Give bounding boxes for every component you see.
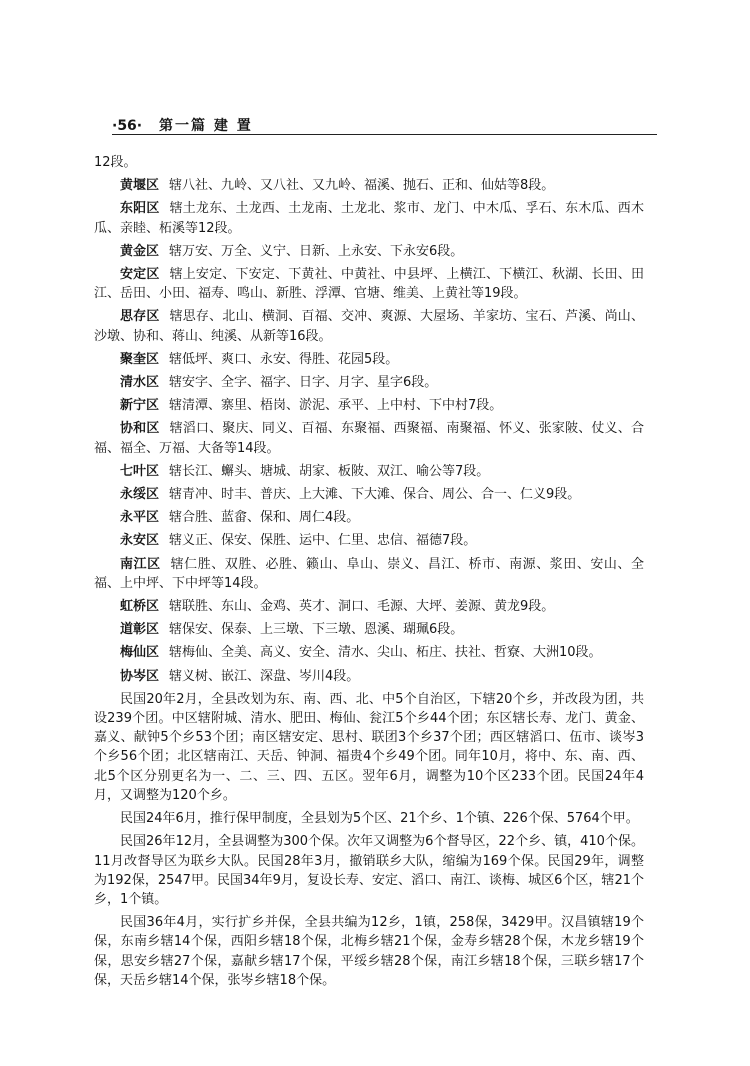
district-description: 辖滔口、聚庆、同义、百福、东聚福、西聚福、南聚福、怀义、张家陂、仗义、合福、福全、万福、大备等14段。 — [94, 421, 644, 456]
district-entry — [94, 531, 644, 550]
district-name: 永绥区 — [120, 487, 160, 503]
page-body — [94, 153, 644, 994]
district-name: 南江区 — [120, 556, 161, 572]
district-description: 辖低坪、爽口、永安、得胜、花园5段。 — [169, 351, 399, 367]
district-description: 辖上安定、下安定、下黄社、中黄社、中县坪、上横江、下横江、秋湖、长田、田江、岳田、小田、福寿、鸣山、新胜、浮潭、官塘、维美、上黄社等19段。 — [94, 267, 644, 302]
district-entry — [94, 643, 644, 662]
district-name: 永平区 — [120, 510, 160, 526]
district-entry — [94, 176, 644, 195]
district-name: 虹桥区 — [120, 599, 160, 615]
district-list — [94, 176, 644, 686]
district-description: 辖梅仙、全美、高义、安全、清水、尖山、柘庄、扶社、哲寮、大洲10段。 — [169, 645, 602, 661]
district-description: 辖清潭、寨里、梧岗、淤泥、承平、上中村、下中村7段。 — [169, 398, 503, 414]
district-entry — [94, 620, 644, 639]
page-header — [112, 117, 660, 139]
district-entry — [94, 508, 644, 527]
district-description: 辖联胜、东山、金鸡、英才、洞口、毛源、大坪、姜源、黄龙9段。 — [169, 599, 555, 615]
district-description: 辖合胜、蓝畲、保和、周仁4段。 — [169, 510, 360, 526]
district-name: 东阳区 — [120, 201, 160, 217]
paragraph-1937: 民国26年12月，全县调整为300个保。次年又调整为6个督导区，22个乡、镇，410个保。11月改督导区为联乡大队。民国28年3月，撤销联乡大队，缩编为169个保。民国29年，调整为192保，2547甲。民国34年9月，复设长寿、安定、滔口、南江、谈梅、城区6个区，辖21个乡，1个镇。 — [94, 834, 644, 907]
district-name: 梅仙区 — [120, 645, 160, 661]
district-description: 辖长江、蠏头、塘城、胡家、板陂、双江、喻公等7段。 — [169, 463, 490, 479]
paragraph-1935: 民国24年6月，推行保甲制度，全县划为5个区、21个乡、1个镇、226个保、5764个甲。 — [120, 811, 639, 827]
district-name: 永安区 — [120, 533, 160, 549]
district-entry — [94, 419, 644, 457]
paragraph-1931: 民国20年2月，全县改划为东、南、西、北、中5个自治区，下辖20个乡，并改段为团，共设239个团。中区辖附城、清水、肥田、梅仙、瓮江5个乡44个团；东区辖长寿、龙门、黄金、嘉义、献钟5个乡53个团；南区辖安定、思村、联团3个乡37个团；西区辖滔口、伍市、谈岑3个乡56个团；北区辖南江、天岳、钟洞、福贵4个乡49个团。同年10月，将中、东、南、西、北5个区分别更名为一、二、三、四、五区。翌年6月，调整为10个区233个团。民国24年4月，又调整为120个乡。 — [94, 691, 644, 803]
district-name: 清水区 — [120, 375, 160, 391]
district-name: 新宁区 — [120, 398, 160, 414]
district-entry — [94, 242, 644, 261]
district-entry — [94, 307, 644, 345]
district-entry — [94, 396, 644, 415]
page-number: ·56· — [112, 118, 143, 134]
district-description: 辖八社、九岭、又八社、又九岭、福溪、抛石、正和、仙姑等8段。 — [169, 178, 555, 194]
district-description: 辖思存、北山、横洞、百福、交冲、爽源、大屋场、羊家坊、宝石、芦溪、尚山、沙墩、协和、蒋山、纯溪、从新等16段。 — [94, 309, 644, 344]
district-entry — [94, 199, 644, 237]
district-description: 辖保安、保泰、上三墩、下三墩、恩溪、瑚珮6段。 — [169, 622, 464, 638]
district-description: 辖仁胜、双胜、必胜、籁山、阜山、崇义、昌江、桥市、南源、浆田、安山、全福、上中坪、下中坪等14段。 — [94, 556, 644, 591]
district-name: 道彰区 — [120, 622, 160, 638]
district-entry — [94, 597, 644, 616]
district-name: 七叶区 — [120, 463, 160, 479]
district-description: 辖义正、保安、保胜、运中、仁里、忠信、福德7段。 — [169, 533, 477, 549]
district-description: 辖万安、万全、义宁、日新、上永安、下永安6段。 — [169, 243, 464, 259]
district-description: 辖义树、嵌江、深盘、岑川4段。 — [169, 668, 360, 684]
district-entry — [94, 350, 644, 369]
district-description: 辖安字、全字、福字、日字、月字、星字6段。 — [169, 375, 438, 391]
paragraph-1947: 民国36年4月，实行扩乡并保，全县共编为12乡，1镇，258保，3429甲。汉昌镇辖19个保，东南乡辖14个保，西阳乡辖18个保，北梅乡辖21个保，金寿乡辖28个保，木龙乡辖19个保，思安乡辖27个保，嘉献乡辖17个保，平绥乡辖28个保，南江乡辖18个保，三联乡辖17个保，天岳乡辖14个保，张岑乡辖18个保。 — [94, 915, 644, 988]
district-entry — [94, 265, 644, 303]
section-title: 第一篇 建 置 — [159, 118, 253, 134]
intro-text: 12段。 — [94, 155, 137, 170]
district-name: 协和区 — [120, 421, 160, 437]
district-description: 辖青冲、时丰、普庆、上大滩、下大滩、保合、周公、合一、仁义9段。 — [169, 487, 581, 503]
district-entry — [94, 373, 644, 392]
district-name: 黄堰区 — [120, 178, 160, 194]
district-entry — [94, 667, 644, 686]
district-entry — [94, 555, 644, 593]
district-name: 协岑区 — [120, 668, 160, 684]
district-name: 黄金区 — [120, 243, 160, 259]
district-name: 聚奎区 — [120, 351, 160, 367]
header-rule — [112, 134, 657, 135]
district-description: 辖土龙东、土龙西、土龙南、土龙北、浆市、龙门、中木瓜、孚石、东木瓜、西木瓜、亲睦、柘溪等12段。 — [94, 201, 644, 236]
district-name: 安定区 — [120, 267, 160, 283]
district-name: 思存区 — [120, 309, 160, 325]
district-entry — [94, 485, 644, 504]
district-entry — [94, 462, 644, 481]
